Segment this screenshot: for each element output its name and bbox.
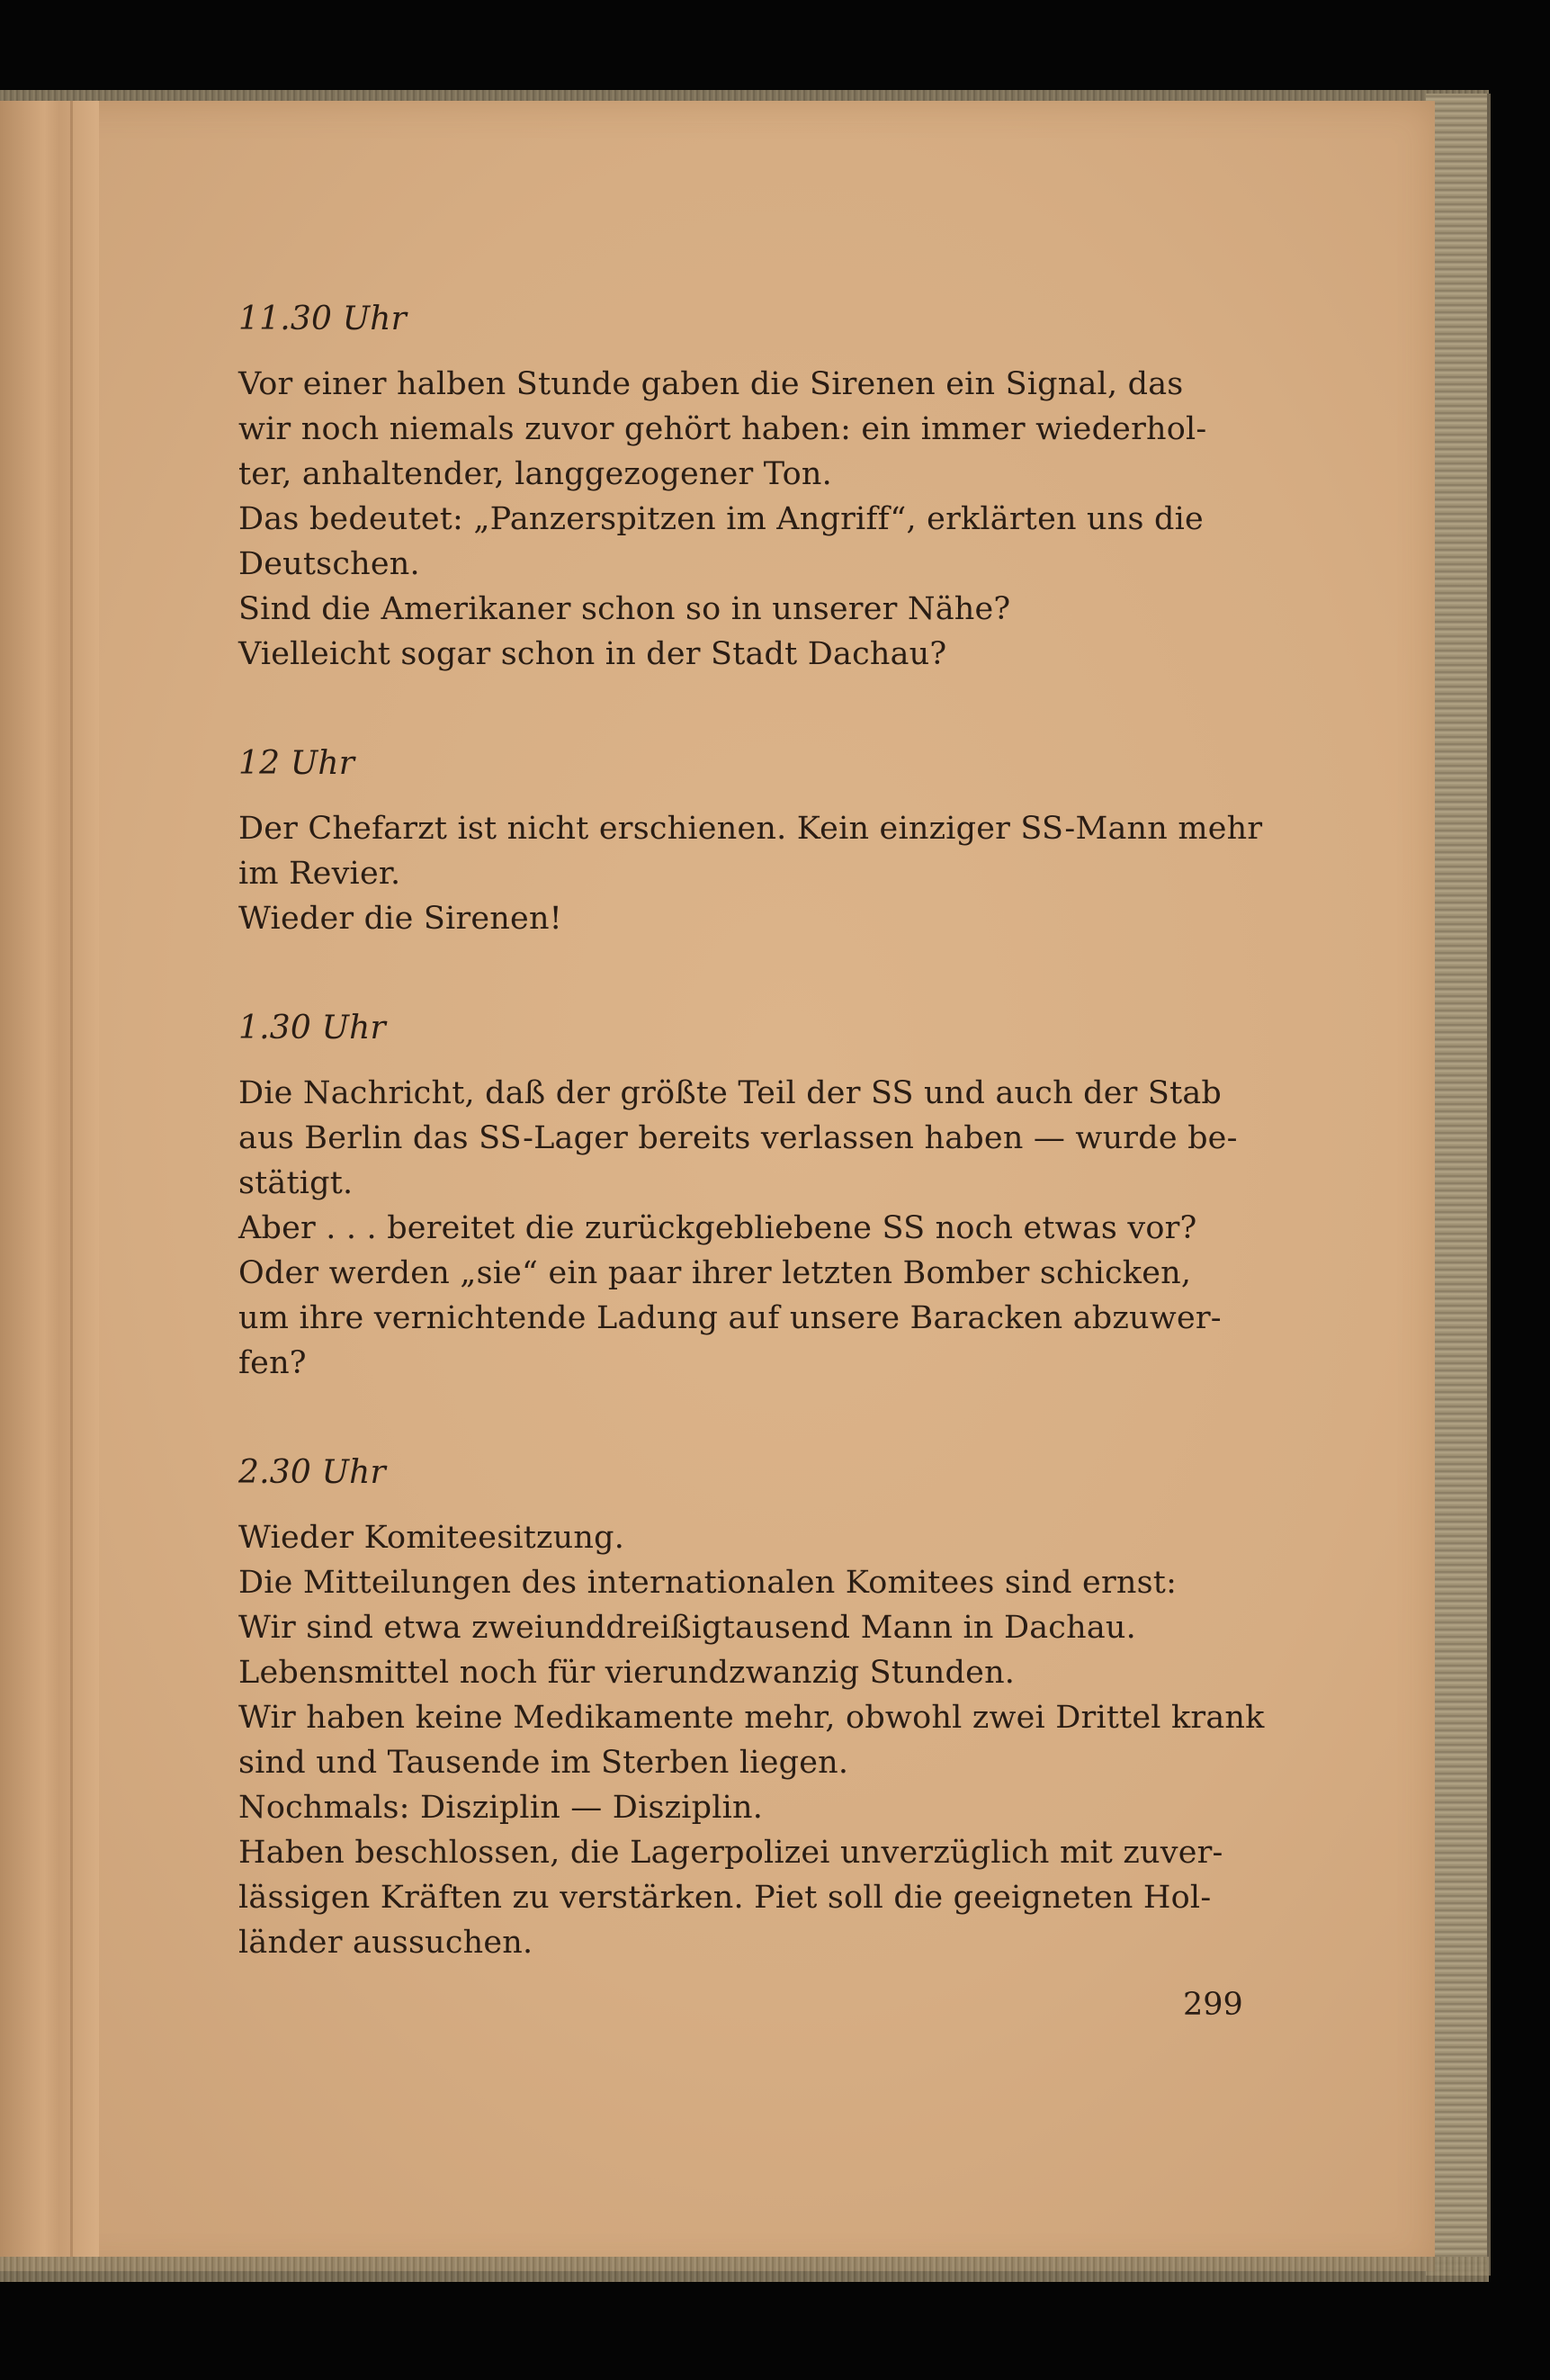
- text-line: länder aussuchen.: [238, 1925, 533, 1961]
- text-line: Oder werden „sie“ ein paar ihrer letzten Bomber schicken,: [238, 1255, 1192, 1291]
- cover-edge-right: [1426, 94, 1491, 2276]
- entry-time-heading: 2.30 Uhr: [238, 1454, 386, 1491]
- text-line: Der Chefarzt ist nicht erschienen. Kein einziger SS-Mann mehr: [238, 811, 1263, 847]
- page-text: [238, 297, 1265, 2030]
- text-line: stätigt.: [238, 1165, 354, 1201]
- text-line: Die Mitteilungen des internationalen Komitees sind ernst:: [238, 1565, 1178, 1601]
- text-line: Die Nachricht, daß der größte Teil der SS und auch der Stab: [238, 1075, 1223, 1111]
- text-line: Nochmals: Disziplin — Disziplin.: [238, 1790, 764, 1826]
- text-line: Sind die Amerikaner schon so in unserer Nähe?: [238, 591, 1011, 627]
- text-line: sind und Tausende im Sterben liegen.: [238, 1745, 849, 1781]
- diary-entry: [238, 741, 1263, 941]
- diary-entry: [238, 1450, 1265, 1965]
- page-number: 299: [1183, 1987, 1243, 2023]
- text-line: ter, anhaltender, langgezogener Ton.: [238, 456, 832, 492]
- entry-time-heading: 12 Uhr: [238, 745, 355, 782]
- text-line: Wir sind etwa zweiunddreißigtausend Mann in Dachau.: [238, 1610, 1136, 1646]
- text-line: Wieder Komiteesitzung.: [238, 1520, 625, 1556]
- text-line: aus Berlin das SS-Lager bereits verlassen haben — wurde be-: [238, 1120, 1238, 1156]
- text-line: Wir haben keine Medikamente mehr, obwohl zwei Drittel krank: [238, 1700, 1265, 1736]
- text-line: Haben beschlossen, die Lagerpolizei unverzüglich mit zuver-: [238, 1835, 1223, 1871]
- entry-time-heading: 11.30 Uhr: [238, 301, 408, 337]
- text-line: fen?: [238, 1345, 307, 1381]
- text-line: Lebensmittel noch für vierundzwanzig Stunden.: [238, 1655, 1016, 1691]
- text-line: Wieder die Sirenen!: [238, 901, 562, 937]
- text-line: im Revier.: [238, 856, 401, 892]
- text-line: wir noch niemals zuvor gehört haben: ein immer wiederhol-: [238, 411, 1207, 447]
- page-gutter: [0, 101, 99, 2271]
- text-line: um ihre vernichtende Ladung auf unsere Baracken abzuwer-: [238, 1300, 1222, 1336]
- text-line: Vor einer halben Stunde gaben die Sirenen ein Signal, das: [238, 366, 1184, 402]
- text-line: Vielleicht sogar schon in der Stadt Dachau?: [238, 636, 947, 672]
- text-line: Aber . . . bereitet die zurückgebliebene SS noch etwas vor?: [238, 1210, 1197, 1246]
- text-line: Das bedeutet: „Panzerspitzen im Angriff“, erklärten uns die: [238, 501, 1204, 537]
- text-line: Deutschen.: [238, 546, 420, 582]
- diary-entry: [238, 1006, 1250, 1386]
- diary-entry: [238, 297, 1250, 677]
- gutter-fold: [70, 101, 73, 2271]
- text-line: lässigen Kräften zu verstärken. Piet soll die geeigneten Hol-: [238, 1880, 1212, 1916]
- binding-edge-bottom: [0, 2257, 1489, 2282]
- entry-time-heading: 1.30 Uhr: [238, 1010, 386, 1046]
